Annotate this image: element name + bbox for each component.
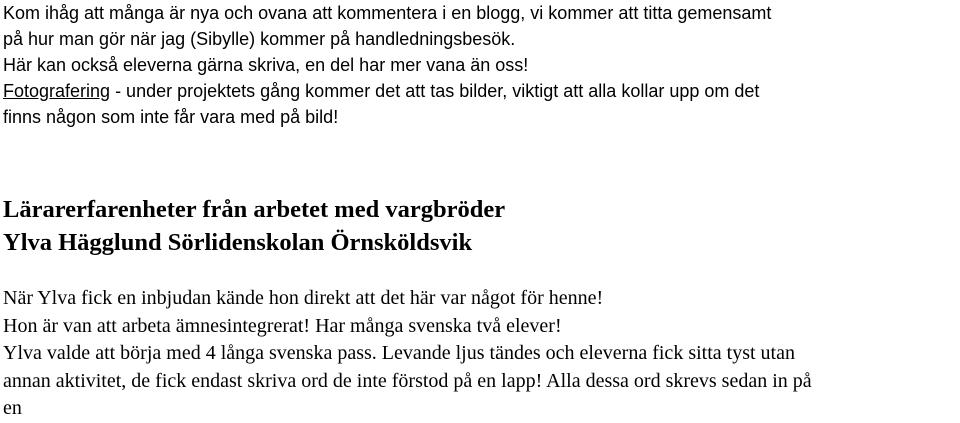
body-line-2: Hon är van att arbeta ämnesintegrerat! Har många svenska två elever!: [3, 314, 562, 337]
body-line-5: en: [3, 397, 22, 419]
body-line-1: När Ylva fick en inbjudan kände hon direkt att det här var något för henne!: [3, 287, 604, 309]
heading-section: [3, 193, 955, 259]
intro-line-3: Här kan också eleverna gärna skriva, en del har mer vana än oss!: [3, 55, 529, 75]
intro-line-5: finns någon som inte får vara med på bild!: [3, 107, 339, 127]
intro-line-4: [3, 78, 955, 104]
fotografering-link[interactable]: Fotografering: [3, 81, 111, 101]
intro-line-1: Kom ihåg att många är nya och ovana att kommentera i en blogg, vi kommer att titta gemensamt: [3, 3, 772, 23]
intro-line-4-rest: - under projektets gång kommer det att tas bilder, viktigt att alla kollar upp om det: [110, 81, 760, 101]
intro-section: [3, 0, 955, 130]
body-line-3: Ylva valde att börja med 4 långa svenska pass. Levande ljus tändes och eleverna fick sitta tyst utan: [3, 342, 795, 364]
heading-title: Lärarerfarenheter från arbetet med vargbröder: [3, 196, 506, 223]
body-line-4: annan aktivitet, de fick endast skriva ord de inte förstod på en lapp! Alla dessa ord skrevs sedan in på: [3, 369, 812, 392]
heading-subtitle: Ylva Hägglund Sörlidenskolan Örnsköldsvik: [3, 229, 473, 256]
intro-line-2: på hur man gör när jag (Sibylle) kommer på handledningsbesök.: [3, 29, 516, 49]
body-section: [3, 285, 955, 423]
